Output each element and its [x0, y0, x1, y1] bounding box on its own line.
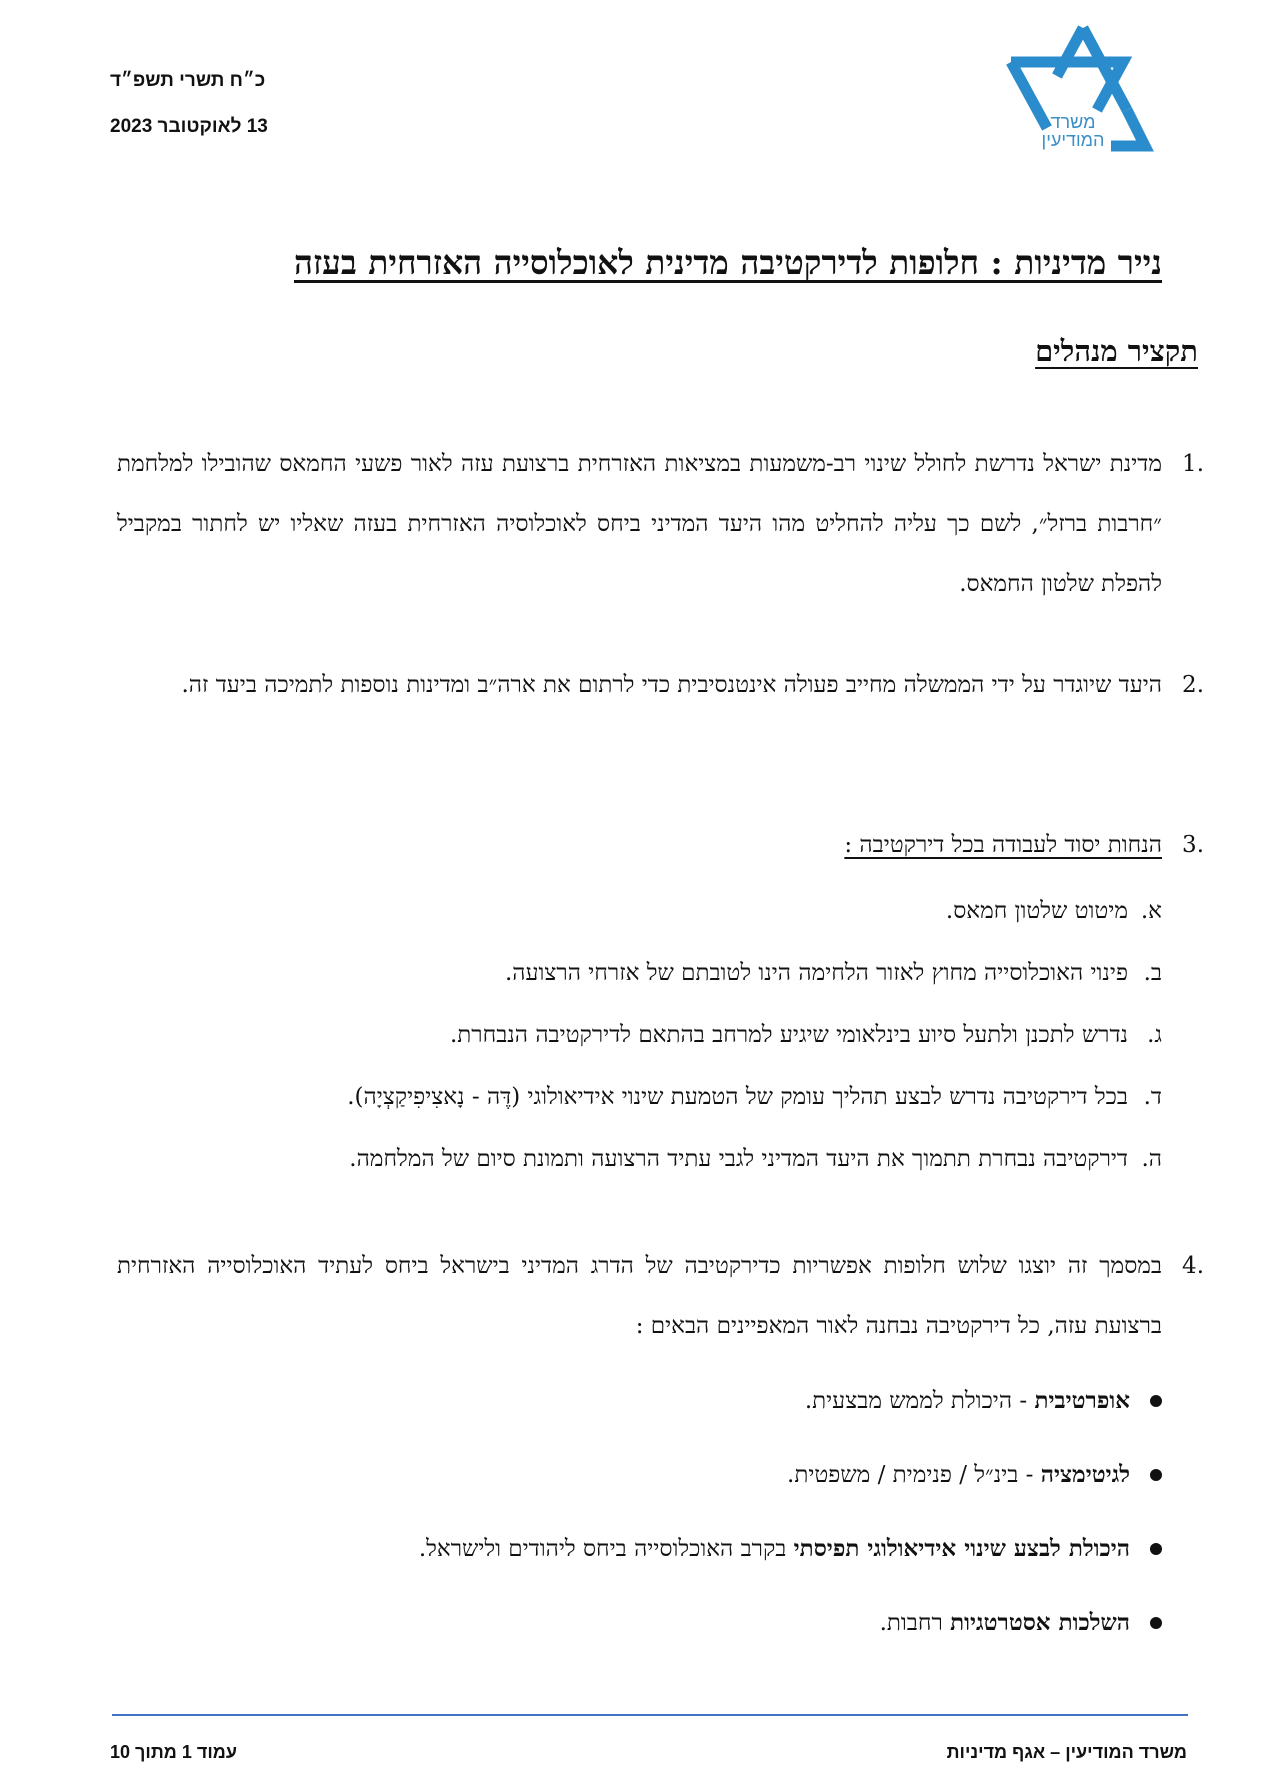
bullet-icon — [1150, 1543, 1162, 1555]
item-number: .3 — [1182, 832, 1204, 858]
logo-text: משרד המודיעין — [1041, 112, 1105, 150]
footer-divider — [112, 1714, 1188, 1716]
bullet-icon — [1150, 1395, 1162, 1407]
item-text: מדינת ישראל נדרשת לחולל שינוי רב-משמעות במציאות האזרחית ברצועת עזה לאור פשעי החמאס שהובילו למלחמת ״חרבות ברזל״, לשם כך עליה להחליט מהו היעד המדיני ביחס לאוכלוסיה האזרחית בעזה שאליו יש לחתור במקביל להפלת שלטון החמאס. — [117, 451, 1162, 597]
list-item: ג. נדרש לתכנן ולתעל סיוע בינלאומי שיגיע למרחב בהתאם לדירקטיבה הנבחרת. — [449, 1022, 1162, 1048]
section-title: תקציר מנהלים — [1035, 334, 1198, 368]
list-item: היכולת לבצע שינוי אידיאולוגי תפיסתי בקרב האוכלוסייה ביחס ליהודים ולישראל. — [117, 1529, 1162, 1603]
list-item: א. מיטוט שלטון חמאס. — [945, 898, 1162, 924]
item-text: הנחות יסוד לעבודה בכל דירקטיבה : — [844, 832, 1162, 858]
list-item: השלכות אסטרטגיות רחבות. — [117, 1603, 1162, 1677]
list-item: ה. דירקטיבה נבחרת תתמוך את היעד המדיני לגבי עתיד הרצועה ותמונת סיום של המלחמה. — [349, 1146, 1162, 1172]
list-item: ב. פינוי האוכלוסייה מחוץ לאזור הלחימה הינו לטובתם של אזרחי הרצועה. — [504, 960, 1162, 986]
item-number: .1 — [1182, 451, 1204, 477]
hebrew-date: כ״ח תשרי תשפ״ד — [110, 70, 266, 91]
assumptions-list — [117, 891, 1162, 1201]
item-number: .4 — [1182, 1253, 1204, 1279]
gregorian-date: 13 לאוקטובר 2023 — [110, 116, 268, 137]
list-item: אופרטיבית - היכולת לממש מבצעית. — [117, 1381, 1162, 1455]
item-number: .2 — [1182, 672, 1204, 698]
list-item: ד. בכל דירקטיבה נדרש לבצע תהליך עומק של הטמעת שינוי אידיאולוגי (דֶּה - נָאצִיפִיקַצְיָה). — [347, 1084, 1162, 1110]
item-text: במסמך זה יוצגו שלוש חלופות אפשריות כדירקטיבה של הדרג המדיני בישראל ביחס לעתיד האוכלוסייה האזרחית ברצועת עזה, כל דירקטיבה נבחנה לאור המאפיינים הבאים : — [117, 1253, 1162, 1339]
footer-department: משרד המודיעין – אגף מדיניות — [946, 1742, 1187, 1762]
criteria-list — [117, 1381, 1162, 1677]
ministry-logo — [1005, 18, 1157, 158]
page-number: עמוד 1 מתוך 10 — [110, 1742, 237, 1762]
document-title: נייר מדיניות : חלופות לדירקטיבה מדינית לאוכלוסייה האזרחית בעזה — [294, 243, 1162, 282]
bullet-icon — [1150, 1617, 1162, 1629]
bullet-icon — [1150, 1469, 1162, 1481]
item-text: היעד שיוגדר על ידי הממשלה מחייב פעולה אינטנסיבית כדי לרתום את ארה״ב ומדינות נוספות לתמיכה ביעד זה. — [181, 672, 1162, 698]
list-item: לגיטימציה - בינ״ל / פנימית / משפטית. — [117, 1455, 1162, 1529]
